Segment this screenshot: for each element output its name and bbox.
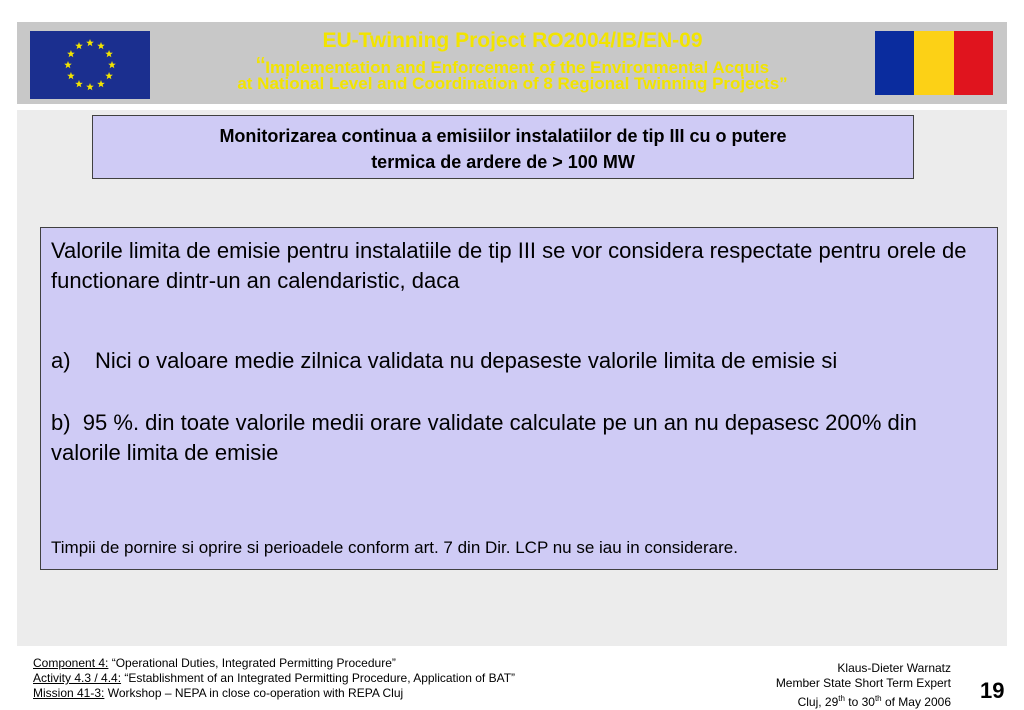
romania-flag-icon: [875, 31, 993, 95]
note-paragraph: Timpii de pornire si oprire si perioadele conform art. 7 din Dir. LCP nu se iau in considerare.: [51, 538, 738, 557]
ro-flag-yellow-stripe: [914, 31, 953, 95]
eu-star-icon: [86, 39, 94, 46]
footer-component-line: [33, 656, 515, 671]
eu-star-icon: [105, 50, 113, 57]
slide-title-line2: termica de ardere de > 100 MW: [371, 152, 635, 172]
footer-activity-line: [33, 671, 515, 686]
footer-date: of May 2006: [881, 695, 951, 709]
list-item-b-text: 95 %. din toate valorile medii orare validate calculate pe un an nu depasesc 200% din valorile limita de emisie: [51, 410, 917, 465]
footer-activity-label: Activity 4.3 / 4.4:: [33, 671, 122, 685]
footer-place: Cluj, 29: [797, 695, 839, 709]
eu-star-icon: [75, 42, 83, 49]
footer-component-label: Component 4:: [33, 656, 109, 670]
eu-star-icon: [86, 83, 94, 90]
footer-left: [33, 656, 515, 701]
eu-star-icon: [67, 72, 75, 79]
list-marker-a: a): [51, 348, 71, 373]
footer-to: to 30: [844, 695, 875, 709]
footer-mission-text: Workshop – NEPA in close co-operation with REPA Cluj: [104, 686, 404, 700]
eu-star-icon: [75, 80, 83, 87]
list-marker-b: b): [51, 410, 71, 435]
list-item-a-text: Nici o valoare medie zilnica validata nu depaseste valorile limita de emisie si: [95, 348, 838, 373]
eu-star-icon: [97, 80, 105, 87]
footer-right: [776, 661, 951, 710]
project-subtitle-line2: at National Level and Coordination of 8 Regional Twinning Projects”: [237, 74, 788, 93]
list-item-b: [51, 408, 981, 468]
eu-star-icon: [64, 61, 72, 68]
footer-component-text: “Operational Duties, Integrated Permitting Procedure”: [108, 656, 396, 670]
footer-sup2: th: [874, 694, 882, 703]
eu-flag-icon: [30, 31, 150, 99]
eu-star-icon: [108, 61, 116, 68]
ro-flag-blue-stripe: [875, 31, 914, 95]
footer-mission-line: [33, 686, 515, 701]
footer-activity-text: “Establishment of an Integrated Permitting Procedure, Application of BAT”: [121, 671, 516, 685]
footer-place-date: [776, 691, 951, 710]
footer-author-name: Klaus-Dieter Warnatz: [837, 661, 951, 675]
slide-title-line1: Monitorizarea continua a emisiilor instalatiilor de tip III cu o putere: [219, 126, 787, 146]
slide-title-box: [92, 115, 914, 179]
eu-star-icon: [67, 50, 75, 57]
slide-content-box: [40, 227, 998, 570]
list-item-a: [51, 346, 837, 376]
project-subtitle-text: Implementation and Enforcement of the Environmental Acquis: [265, 58, 770, 77]
page-number: 19: [980, 678, 1005, 703]
footer-mission-label: Mission 41-3:: [33, 686, 105, 700]
footer-sup1: th: [838, 694, 845, 703]
eu-star-icon: [105, 72, 113, 79]
opening-quote: “: [255, 51, 266, 82]
footer-author-role: Member State Short Term Expert: [775, 676, 951, 690]
ro-flag-red-stripe: [954, 31, 993, 95]
project-title: EU-Twinning Project RO2004/IB/EN-09: [322, 29, 703, 52]
intro-paragraph: Valorile limita de emisie pentru instalatiile de tip III se vor considera respectate pentru orele de functionare dintr-un an calendaristic, daca: [51, 238, 967, 293]
eu-star-icon: [97, 42, 105, 49]
